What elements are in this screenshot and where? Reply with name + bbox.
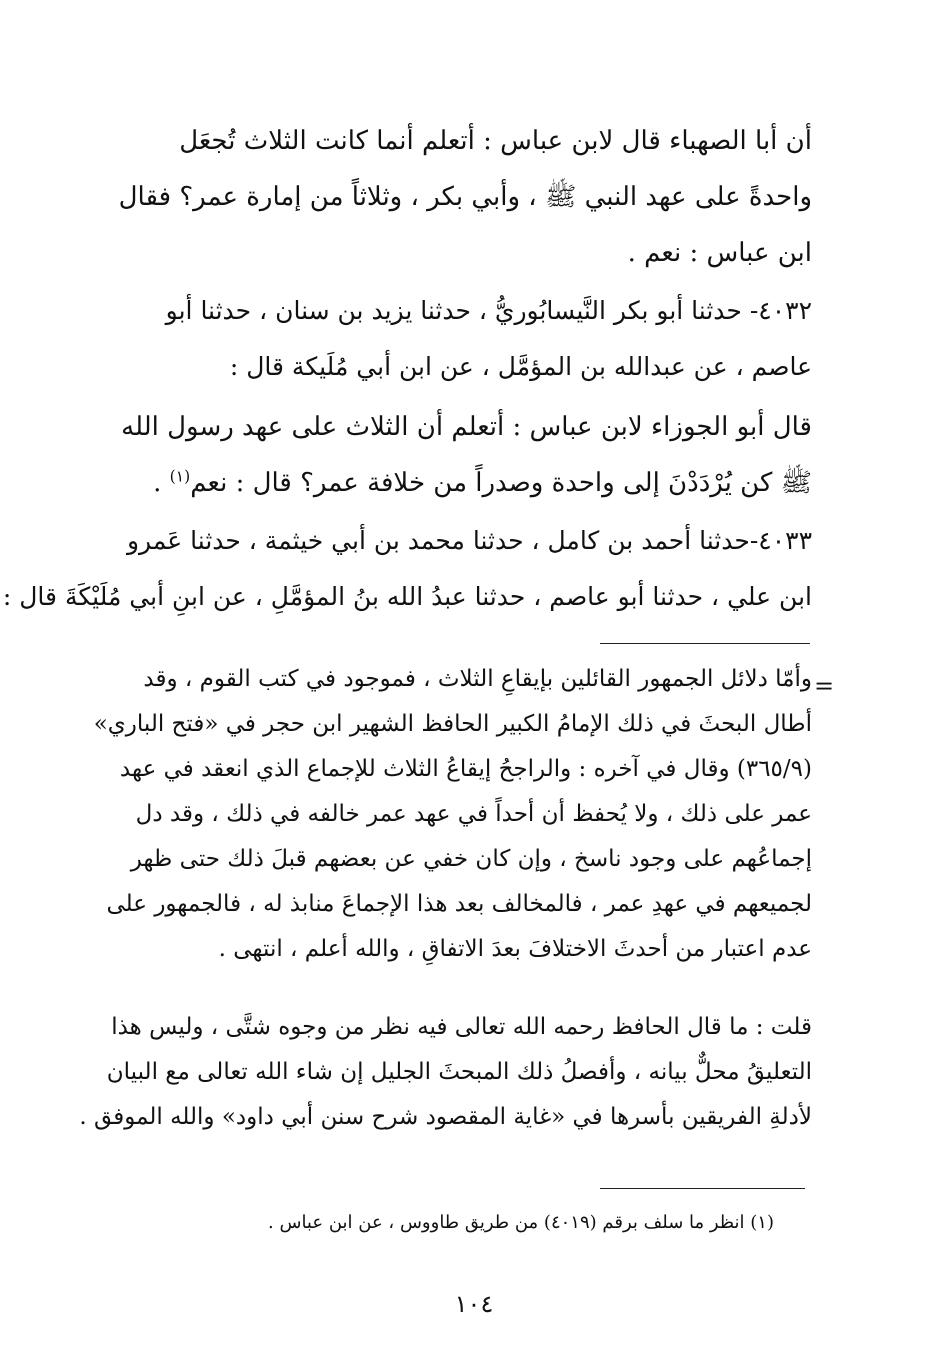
page-number: ١٠٤ [454,1290,494,1318]
note-paragraph-2 [79,1005,812,1140]
text-line: ابن علي ، حدثنا أبو عاصم ، حدثنا عبدُ الله بنُ المؤمَّلِ ، عن ابنِ أبي مُلَيْكَةَ قال : [2,582,812,611]
text-line: عدم اعتبار من أحدثَ الاختلافَ بعدَ الاتفاقِ ، والله أعلم ، انتهى . [218,936,812,962]
text-line: أن أبا الصهباء قال لابن عباس : أتعلم أنما كانت الثلاث تُجعَل [179,126,812,156]
main-paragraph-2 [100,399,812,511]
hadith-4033 [2,513,812,625]
text-line: قال أبو الجوزاء لابن عباس : أتعلم أن الثلاث على عهد رسول الله [121,412,812,442]
text-line: لجميعهم في عهدِ عمر ، فالمخالف بعد هذا الإجماعَ منابذ له ، فالجمهور على [106,891,812,917]
text-line: واحدةً على عهد النبي ﷺ ، وأبي بكر ، وثلاثاً من إمارة عمر؟ فقال [118,182,812,212]
text-line: ٤٠٣٢- حدثنا أبو بكر النَّيسابُوريُّ ، حدثنا يزيد بن سنان ، حدثنا أبو [165,296,812,325]
text-line: عمر على ذلك ، ولا يُحفظ أن أحداً في عهد عمر خالفه في ذلك ، وقد دل [135,801,812,827]
hadith-4032 [100,283,812,395]
text-line: عاصم ، عن عبدالله بن المؤمَّل ، عن ابن أبي مُلَيكة قال : [229,352,812,381]
text-line: أطال البحثَ في ذلك الإمامُ الكبير الحافظ الشهير ابن حجر في «فتح الباري» [93,711,812,737]
notes-separator [600,643,810,644]
footnote-separator [600,1188,805,1189]
main-paragraph-1 [100,113,812,281]
note-paragraph-1 [93,657,812,972]
continuation-mark: = [814,672,835,700]
text-line-body: ﷺ كن يُرْدَدْنَ إلى واحدة وصدراً من خلافة عمر؟ قال : نعم [190,468,812,498]
footnote [100,1208,812,1238]
text-line: (٣٦٥/٩) وقال في آخره : والراجحُ إيقاعُ الثلاث للإجماع الذي انعقد في عهد [119,756,812,782]
end-mark: . [153,468,170,498]
text-line: قلت : ما قال الحافظ رحمه الله تعالى فيه نظر من وجوه شتَّى ، وليس هذا [111,1014,812,1040]
text-line [100,455,812,511]
text-line: التعليقُ محلٌّ بيانه ، وأفصلُ ذلك المبحثَ الجليل إن شاء الله تعالى مع البيان [106,1059,812,1085]
footnote-reference: (١) [169,467,191,486]
text-line: ٤٠٣٣-حدثنا أحمد بن كامل ، حدثنا محمد بن أبي خيثمة ، حدثنا عَمرو [126,526,812,555]
text-line: لأدلةِ الفريقين بأسرها في «غاية المقصود شرح سنن أبي داود» والله الموفق . [79,1104,812,1130]
text-line: إجماعُهم على وجود ناسخ ، وإن كان خفي عن بعضهم قبلَ ذلك حتى ظهر [130,846,812,872]
footnote-text: (١) انظر ما سلف برقم (٤٠١٩) من طريق طاووس ، عن ابن عباس . [268,1212,774,1233]
text-line: وأمّا دلائل الجمهور القائلين بإيقاعِ الثلاث ، فموجود في كتب القوم ، وقد [143,666,812,692]
text-line: ابن عباس : نعم . [627,238,812,268]
